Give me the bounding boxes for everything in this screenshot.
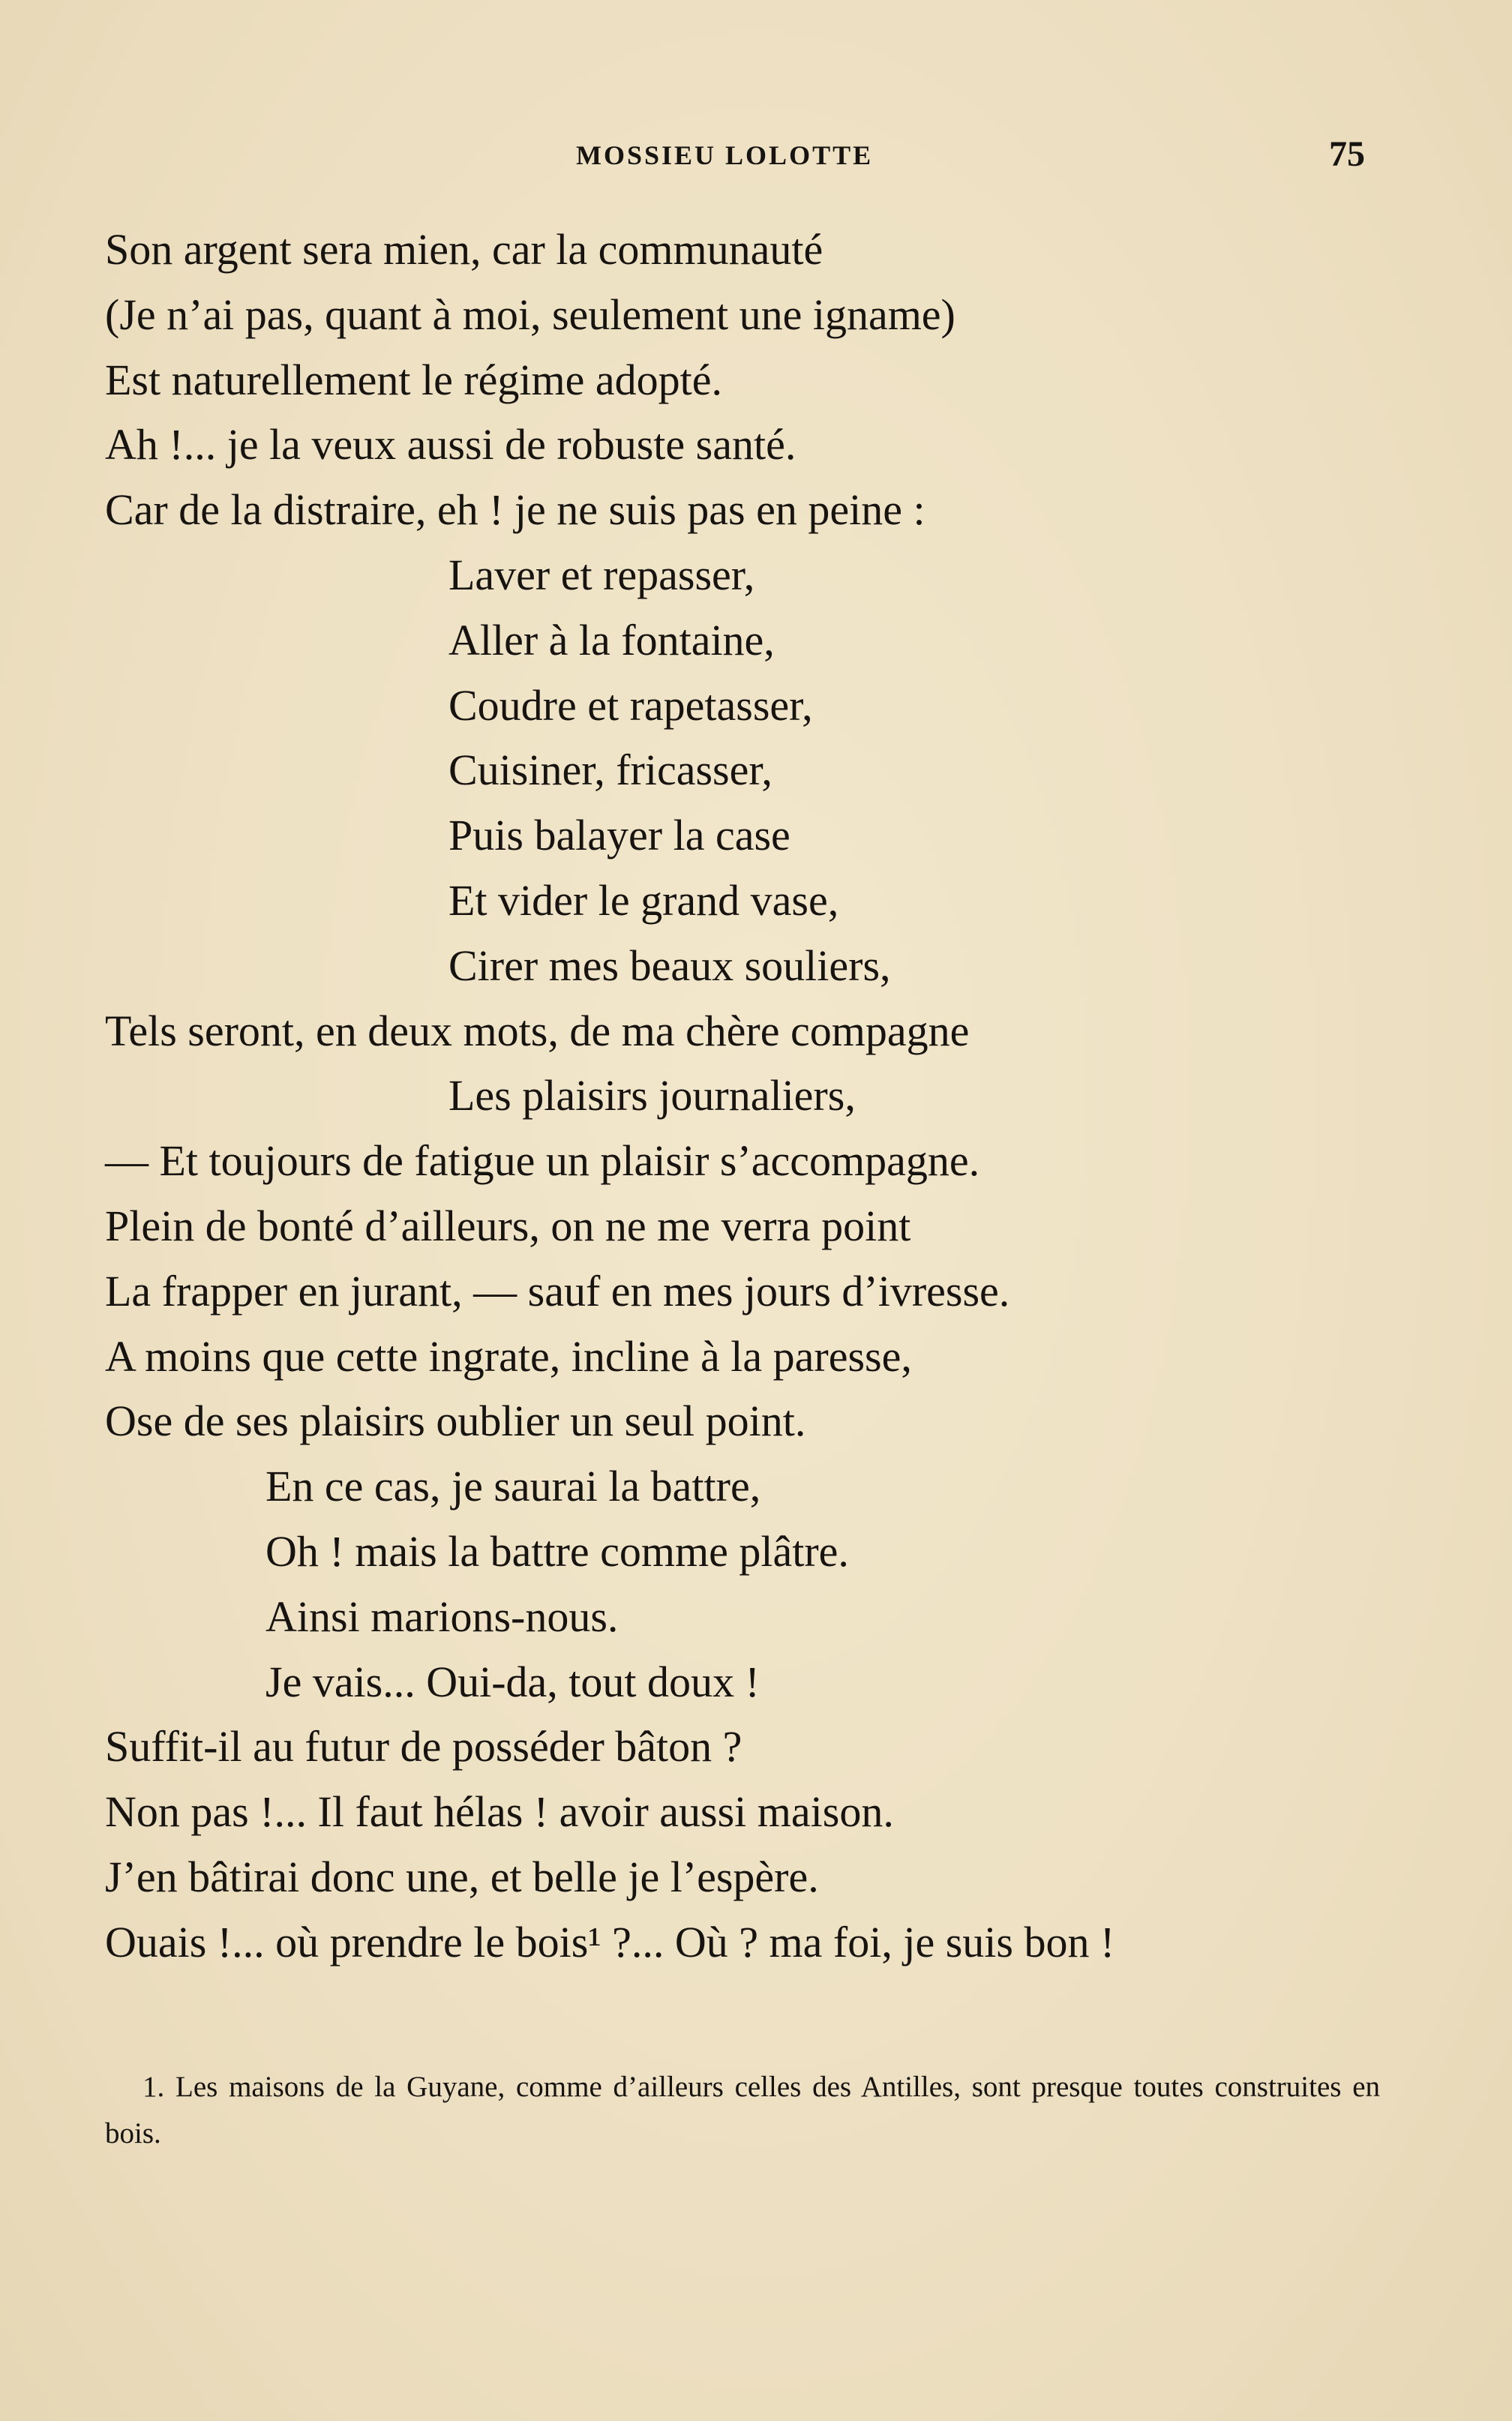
verse-line: Cirer mes beaux souliers, bbox=[448, 940, 891, 990]
verse-line: Tels seront, en deux mots, de ma chère compagne bbox=[105, 1006, 970, 1055]
verse-line: Ainsi marions-nous. bbox=[266, 1592, 619, 1641]
verse-line: Coudre et rapetasser, bbox=[448, 680, 813, 730]
verse-line: J’en bâtirai donc une, et belle je l’espère. bbox=[105, 1852, 819, 1901]
footnote-text: Les maisons de la Guyane, comme d’ailleurs celles des Antilles, sont presque toutes construites en bois. bbox=[105, 2071, 1381, 2150]
verse-line: Ose de ses plaisirs oublier un seul point. bbox=[105, 1396, 806, 1446]
verse-line: Et vider le grand vase, bbox=[448, 875, 839, 925]
verse-line: A moins que cette ingrate, incline à la paresse, bbox=[105, 1331, 912, 1381]
verse-line: Plein de bonté d’ailleurs, on ne me verra point bbox=[105, 1201, 911, 1250]
verse-line: — Et toujours de fatigue un plaisir s’accompagne. bbox=[105, 1136, 980, 1186]
verse-line: Puis balayer la case bbox=[448, 811, 790, 860]
verse-line: La frapper en jurant, — sauf en mes jours d’ivresse. bbox=[105, 1266, 1010, 1316]
verse-line: Cuisiner, fricasser, bbox=[448, 746, 772, 795]
running-header bbox=[0, 134, 1512, 178]
verse-line: Oh ! mais la battre comme plâtre. bbox=[266, 1526, 849, 1576]
verse-line: Suffit-il au futur de posséder bâton ? bbox=[105, 1722, 742, 1772]
verse-line: Les plaisirs journaliers, bbox=[448, 1071, 856, 1120]
verse-line: Laver et repasser, bbox=[448, 550, 755, 599]
verse-line: Je vais... Oui-da, tout doux ! bbox=[266, 1657, 760, 1706]
footnote bbox=[105, 2064, 1380, 2157]
verse-line: Ah !... je la veux aussi de robuste santé. bbox=[105, 420, 796, 470]
footnote-number: 1. bbox=[142, 2071, 165, 2103]
page-number: 75 bbox=[1329, 134, 1365, 174]
verse-line: Car de la distraire, eh ! je ne suis pas en peine : bbox=[105, 485, 926, 535]
verse-line: Non pas !... Il faut hélas ! avoir aussi maison. bbox=[105, 1787, 894, 1837]
verse-line: Son argent sera mien, car la communauté bbox=[105, 225, 824, 274]
verse-line: (Je n’ai pas, quant à moi, seulement une igname) bbox=[105, 290, 956, 339]
poem-text bbox=[105, 218, 1425, 1976]
running-title: MOSSIEU LOLOTTE bbox=[576, 140, 874, 170]
verse-line: Ouais !... où prendre le bois¹ ?... Où ? ma foi, je suis bon ! bbox=[105, 1917, 1115, 1966]
verse-line: Aller à la fontaine, bbox=[448, 615, 775, 664]
verse-line: Est naturellement le régime adopté. bbox=[105, 355, 722, 404]
verse-line: En ce cas, je saurai la battre, bbox=[266, 1462, 761, 1511]
